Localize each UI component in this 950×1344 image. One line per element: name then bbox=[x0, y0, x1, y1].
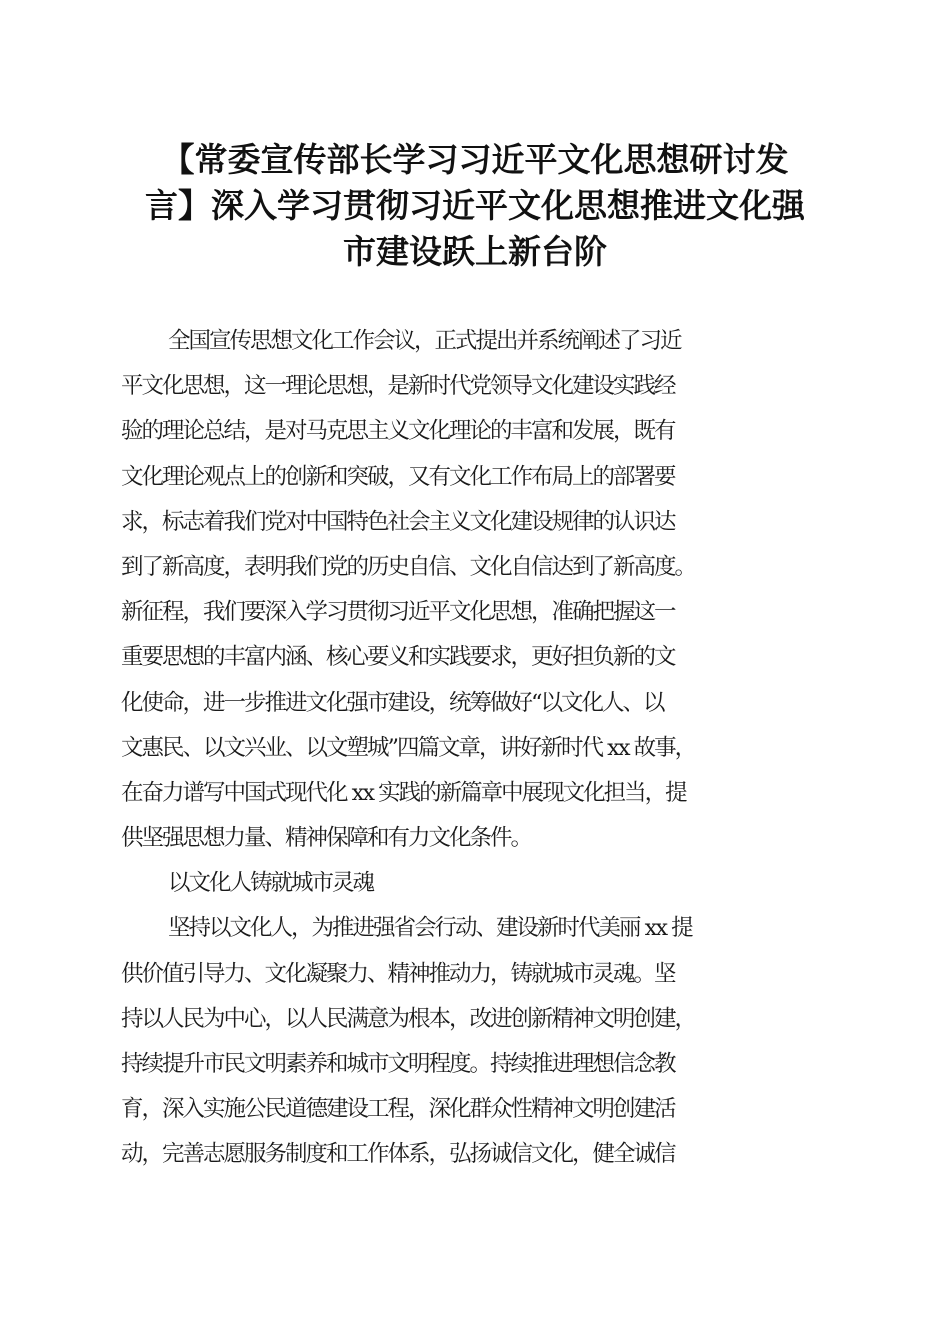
document-title bbox=[115, 137, 835, 275]
body-line: 持以人民为中心，以人民满意为根本，改进创新精神文明创建， bbox=[121, 1005, 696, 1032]
title-line: 言】深入学习贯彻习近平文化思想推进文化强 bbox=[145, 186, 805, 225]
title-line: 市建设跃上新台阶 bbox=[343, 232, 607, 271]
body-line: 在奋力谱写中国式现代化 xx 实践的新篇章中展现文化担当，提 bbox=[121, 779, 686, 806]
body-line: 持续提升市民文明素养和城市文明程度。持续推进理想信念教 bbox=[121, 1051, 675, 1077]
body-line: 文化理论观点上的创新和突破，又有文化工作布局上的部署要 bbox=[121, 463, 675, 490]
body-line: 动，完善志愿服务制度和工作体系，弘扬诚信文化，健全诚信 bbox=[121, 1141, 675, 1168]
body-line: 全国宣传思想文化工作会议，正式提出并系统阐述了习近 bbox=[168, 328, 681, 354]
body-line: 育，深入实施公民道德建设工程，深化群众性精神文明创建活 bbox=[121, 1096, 675, 1123]
body-line: 供坚强思想力量、精神保障和有力文化条件。 bbox=[121, 825, 532, 852]
body-line: 化使命，进一步推进文化强市建设，统筹做好“以文化人、以 bbox=[121, 689, 664, 716]
section-heading: 以文化人铸就城市灵魂 bbox=[168, 870, 374, 897]
body-line: 新征程，我们要深入学习贯彻习近平文化思想，准确把握这一 bbox=[121, 599, 675, 626]
body-line: 重要思想的丰富内涵、核心要义和实践要求，更好担负新的文 bbox=[121, 644, 675, 671]
body-line: 文惠民、以文兴业、以文塑城”四篇文章，讲好新时代 xx 故事， bbox=[121, 734, 696, 761]
body-line: 求，标志着我们党对中国特色社会主义文化建设规律的认识达 bbox=[121, 508, 675, 535]
body-line: 平文化思想，这一理论思想，是新时代党领导文化建设实践经 bbox=[121, 373, 675, 400]
body-line: 坚持以文化人，为推进强省会行动、建设新时代美丽 xx 提 bbox=[168, 915, 692, 942]
body-line: 供价值引导力、文化凝聚力、精神推动力，铸就城市灵魂。坚 bbox=[121, 960, 675, 987]
document-body bbox=[121, 319, 841, 1178]
title-line: 【常委宣传部长学习习近平文化思想研讨发 bbox=[161, 140, 789, 179]
body-line: 到了新高度，表明我们党的历史自信、文化自信达到了新高度。 bbox=[121, 553, 696, 580]
body-line: 验的理论总结，是对马克思主义文化理论的丰富和发展，既有 bbox=[121, 418, 675, 445]
